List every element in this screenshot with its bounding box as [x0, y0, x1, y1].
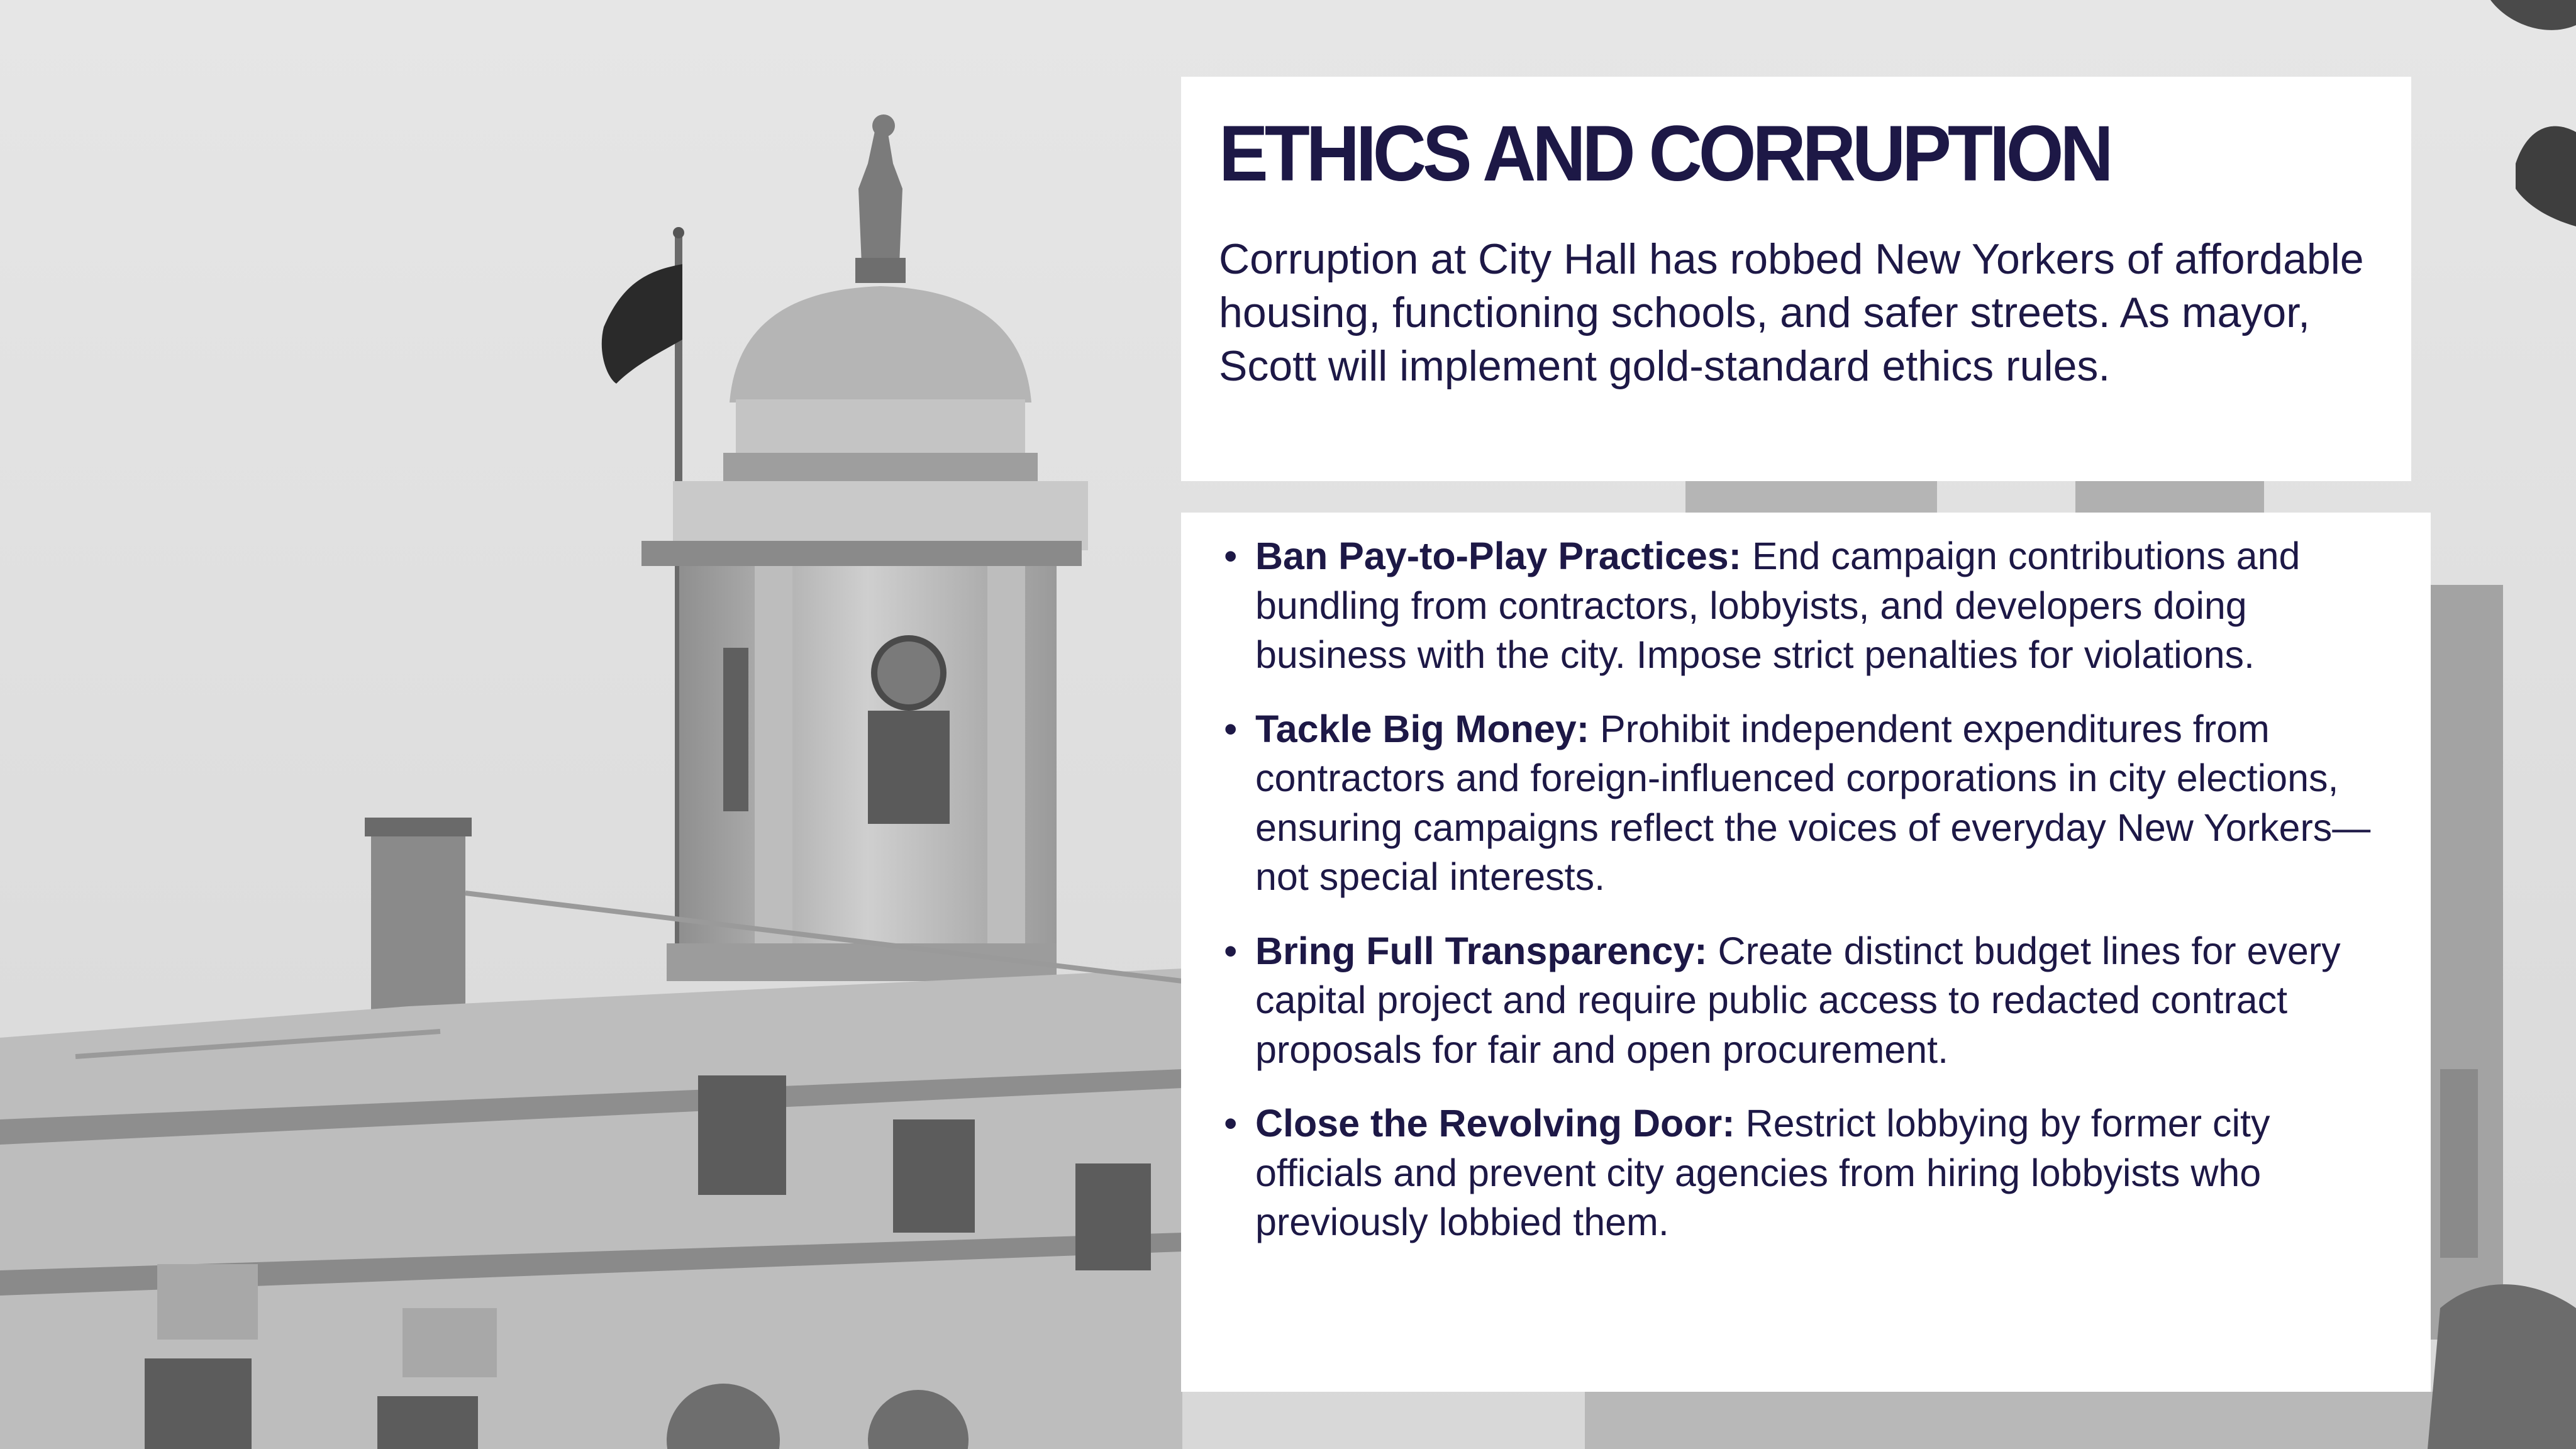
- policy-item-title: Tackle Big Money:: [1255, 707, 1590, 750]
- bullet-icon: •: [1224, 929, 1238, 972]
- policy-panel: [1181, 513, 2431, 1392]
- policy-item-title: Bring Full Transparency:: [1255, 929, 1707, 972]
- bullet-icon: •: [1224, 1102, 1238, 1145]
- policy-list: [1219, 531, 2393, 1247]
- policy-item-title: Close the Revolving Door:: [1255, 1102, 1735, 1145]
- policy-item-text: Create distinct budget lines for every capital project and require public access to redacted contract proposals for fair and open procurement.: [1255, 929, 2341, 1071]
- policy-item-text: Prohibit independent expenditures from contractors and foreign-influenced corporations in city elections, ensuring campaigns reflect the voices of everyday New Yorkers—not special interests.: [1255, 707, 2371, 898]
- policy-item-text: End campaign contributions and bundling from contractors, lobbyists, and developers doing business with the city. Impose strict penalties for violations.: [1255, 535, 2301, 676]
- bullet-icon: •: [1224, 535, 1238, 577]
- intro-paragraph: Corruption at City Hall has robbed New Yorkers of affordable housing, functioning schools, and safer streets. As mayor, Scott will implement gold-standard ethics rules.: [1219, 235, 2364, 390]
- policy-item-big-money: [1219, 704, 2393, 902]
- page-title: ETHICS AND CORRUPTION: [1219, 109, 2110, 198]
- policy-item-text: Restrict lobbying by former city officials and prevent city agencies from hiring lobbyists who previously lobbied them.: [1255, 1102, 2270, 1243]
- intro-panel: [1181, 77, 2411, 481]
- policy-item-revolving-door: [1219, 1099, 2393, 1247]
- policy-item-title: Ban Pay-to-Play Practices:: [1255, 535, 1741, 577]
- bullet-icon: •: [1224, 707, 1238, 750]
- policy-item-pay-to-play: [1219, 531, 2393, 680]
- policy-item-transparency: [1219, 926, 2393, 1075]
